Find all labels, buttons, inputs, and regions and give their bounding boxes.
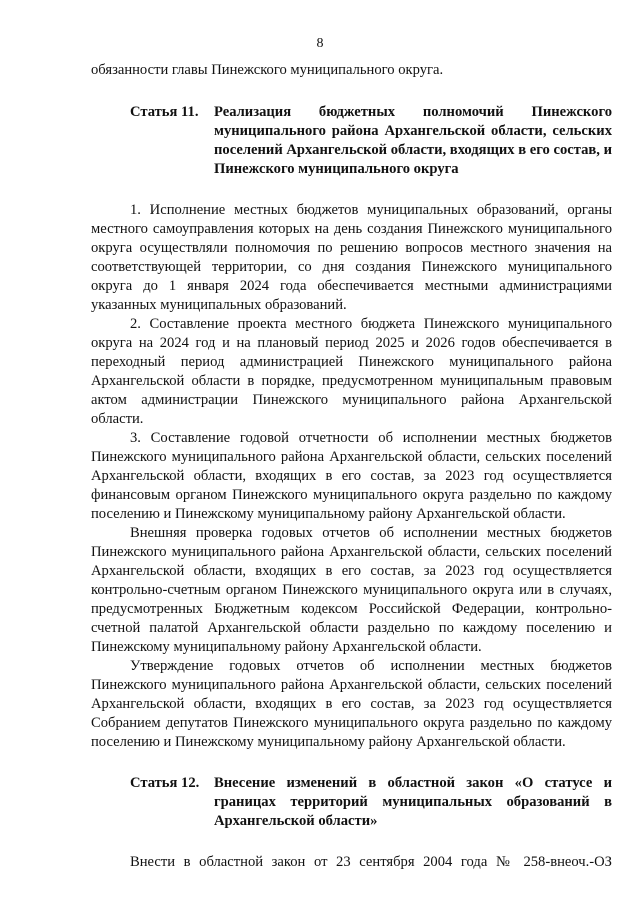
article-number: Статья 12. [130,775,200,791]
article-number: Статья 11. [130,104,199,120]
article-11-paragraph-5: Утверждение годовых отчетов об исполнении местных бюджетов Пинежского муниципального района Архангельской области, сельских поселений Архангельской области, входящих в его состав, за 2023 год осуществляется Собранием депутатов Пинежского муниципального округа раздельно по каждому поселению и Пинежскому муниципальному району Архангельской области. [91,658,612,750]
article-11-paragraph-4: Внешняя проверка годовых отчетов об исполнении местных бюджетов Пинежского муниципального района Архангельской области, сельских поселений Архангельской области, входящих в его состав, за 2023 год осуществляется контрольно-счетным органом Пинежского муниципального округа или в случаях, предусмотренных Бюджетным кодексом Российской Федерации, контрольно-счетной палатой Архангельской области раздельно по каждому поселению и Пинежскому муниципальному району Архангельской области. [91,525,612,655]
article-11-paragraph-3: 3. Составление годовой отчетности об исполнении местных бюджетов Пинежского муниципального района Архангельской области, сельских поселений Архангельской области, входящих в его состав, за 2023 год осуществляется финансовым органом Пинежского муниципального округа раздельно по каждому поселению и Пинежскому муниципальному району Архангельской области. [91,430,612,522]
document-body [91,61,612,872]
continuation-paragraph: обязанности главы Пинежского муниципального округа. [91,62,444,78]
article-12-paragraph-1: Внести в областной закон от 23 сентября 2004 года № 258-внеоч.-ОЗ [130,854,612,870]
article-11-paragraph-2: 2. Составление проекта местного бюджета Пинежского муниципального округа на 2024 год и на плановый период 2025 и 2026 годов обеспечивается в переходный период администрацией Пинежского муниципального района Архангельской области в порядке, предусмотренном муниципальным правовым актом администрации Пинежского муниципального района Архангельской области. [91,316,612,427]
article-title: Реализация бюджетных полномочий Пинежского муниципального района Архангельской области, сельских поселений Архангельской области, входящих в его состав, и Пинежского муниципального округа [214,104,612,177]
article-11-heading [130,103,612,179]
article-title: Внесение изменений в областной закон «О статусе и границах территорий муниципальных образований в Архангельской области» [214,775,612,829]
article-12-heading [130,774,612,831]
article-11-paragraph-1: 1. Исполнение местных бюджетов муниципальных образований, органы местного самоуправления которых на день создания Пинежского муниципального округа осуществляли полномочия по решению вопросов местного значения на соответствующей территории, со дня создания Пинежского муниципального округа до 1 января 2024 года обеспечивается местными администрациями указанных муниципальных образований. [91,202,612,313]
page-number: 8 [316,36,324,51]
